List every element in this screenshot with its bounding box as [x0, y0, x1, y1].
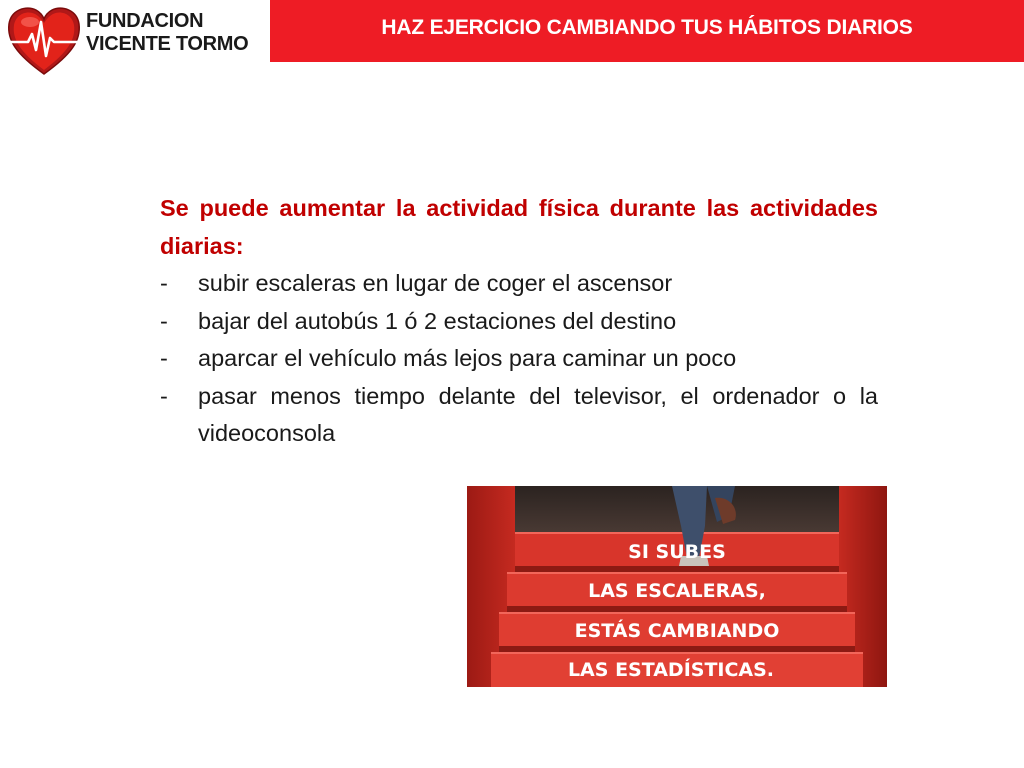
stairs-illustration — [467, 486, 887, 687]
list-item-text: pasar menos tiempo delante del televisor, el ordenador o la videoconsola — [198, 382, 878, 446]
step-text-2: LAS ESCALERAS, — [588, 580, 766, 602]
list-item — [160, 303, 878, 341]
logo-line-2: VICENTE TORMO — [86, 33, 249, 55]
list-item-text: subir escaleras en lugar de coger el ascensor — [198, 270, 673, 296]
page-title: HAZ EJERCICIO CAMBIANDO TUS HÁBITOS DIARIOS — [381, 16, 913, 39]
foundation-logo — [0, 0, 268, 82]
slide-content — [160, 190, 878, 453]
bullet-dash: - — [160, 307, 168, 334]
list-item — [160, 378, 878, 453]
step-text-1: SI SUBES — [628, 541, 726, 563]
stairs-photo — [467, 486, 887, 687]
heart-ecg-icon — [6, 4, 82, 78]
header-bar — [270, 0, 1024, 62]
logo-wordmark — [86, 10, 248, 56]
list-item-text: aparcar el vehículo más lejos para caminar un poco — [198, 345, 737, 371]
logo-line-1: FUNDACION — [86, 10, 204, 32]
bullet-dash: - — [160, 382, 168, 409]
intro-text: Se puede aumentar la actividad física durante las actividades diarias: — [160, 195, 878, 259]
list-item — [160, 265, 878, 303]
habits-list — [160, 265, 878, 453]
step-text-3: ESTÁS CAMBIANDO — [574, 620, 780, 642]
list-item-text: bajar del autobús 1 ó 2 estaciones del destino — [198, 307, 677, 334]
bullet-dash: - — [160, 345, 168, 371]
step-text-4: LAS ESTADÍSTICAS. — [567, 659, 775, 681]
bullet-dash: - — [160, 270, 168, 296]
list-item — [160, 340, 878, 378]
